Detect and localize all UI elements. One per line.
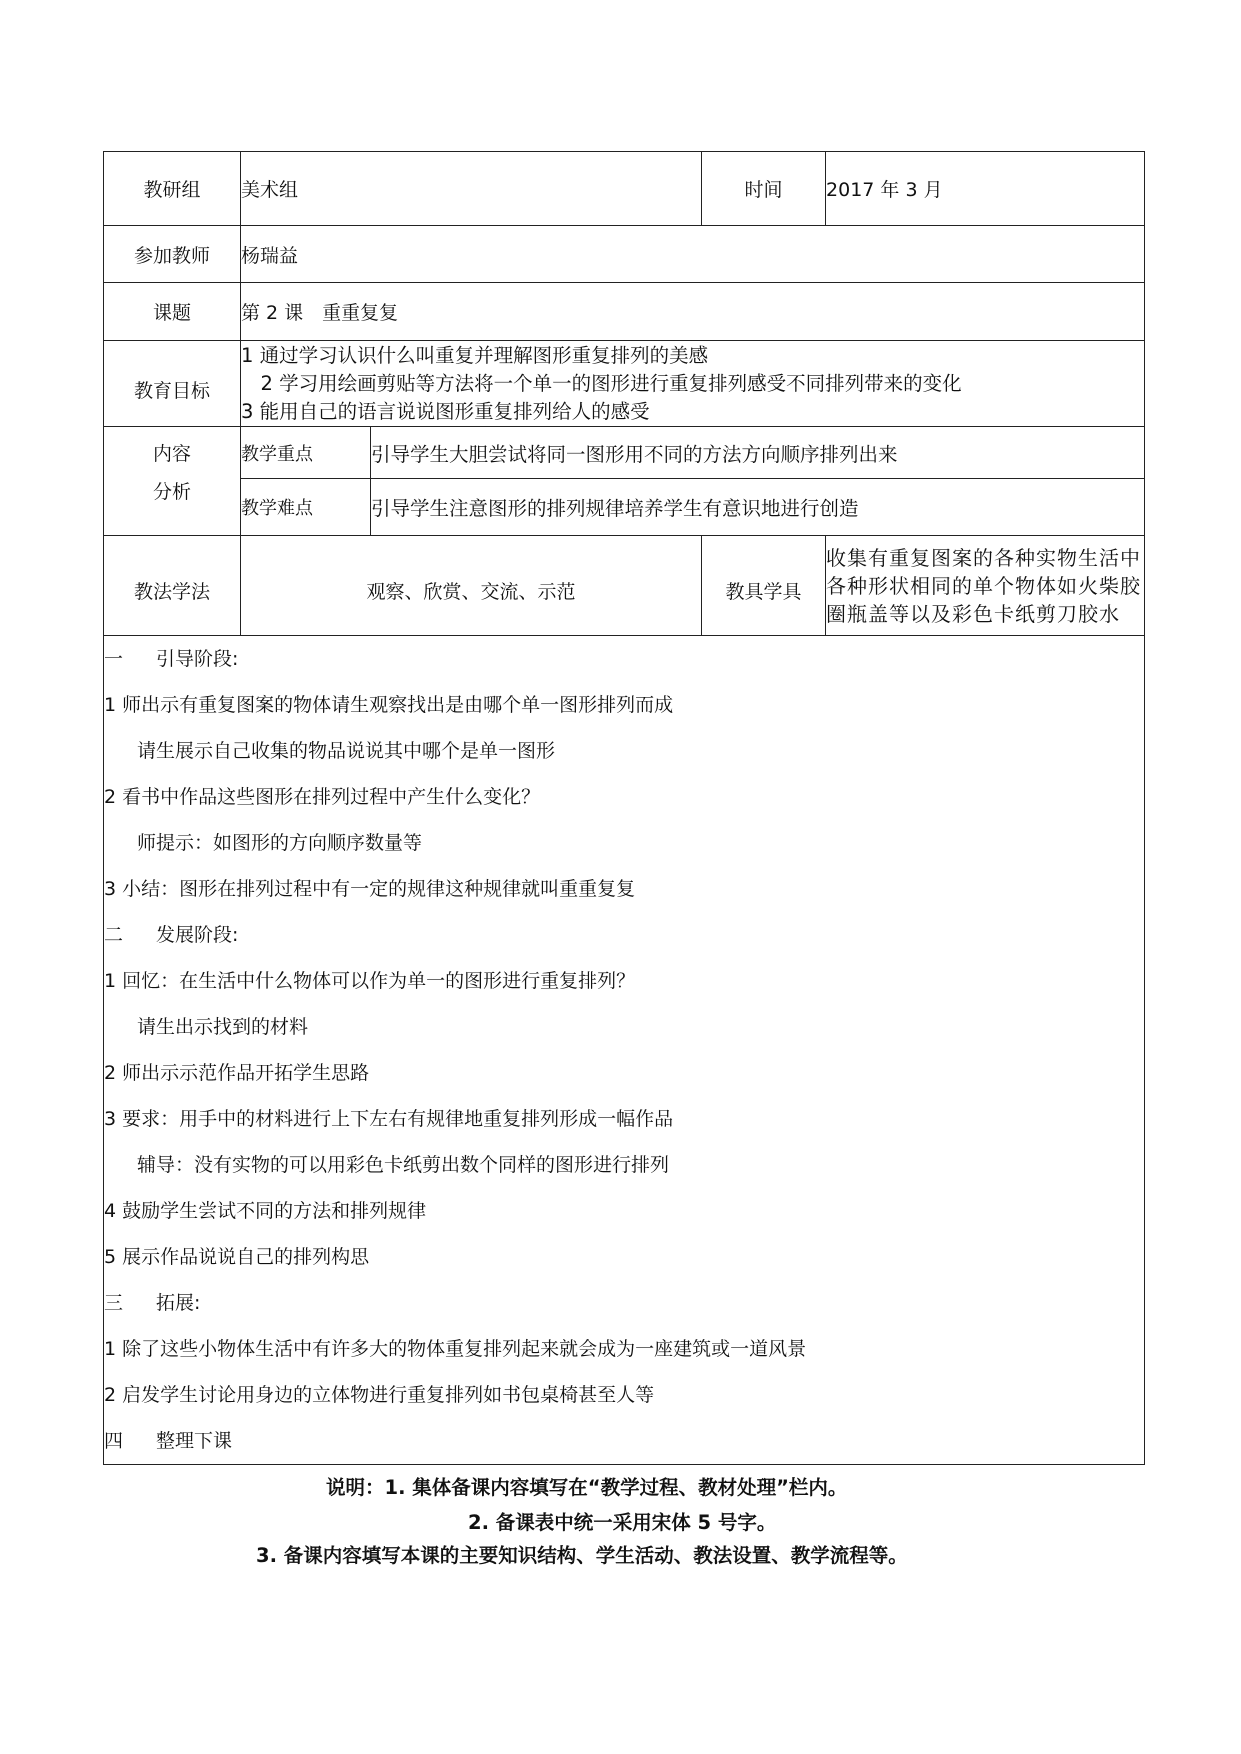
- process-line: 3 小结：图形在排列过程中有一定的规律这种规律就叫重重复复: [104, 878, 636, 900]
- tools-label: 教具学具: [702, 536, 826, 636]
- methods-label: 教法学法: [104, 536, 241, 636]
- goals-label: 教育目标: [104, 341, 241, 427]
- difficulty-label: 教学难点: [241, 479, 371, 536]
- process-line: 2 师出示示范作品开拓学生思路: [104, 1062, 370, 1084]
- section-3-number: 三: [104, 1292, 124, 1314]
- group-value: 美术组: [241, 152, 702, 226]
- goal-line-2: 2 学习用绘画剪贴等方法将一个单一的图形进行重复排列感受不同排列带来的变化: [241, 371, 962, 395]
- process-line: 1 回忆：在生活中什么物体可以作为单一的图形进行重复排列？: [104, 970, 636, 992]
- process-line: 3 要求：用手中的材料进行上下左右有规律地重复排列形成一幅作品: [104, 1108, 674, 1130]
- note-1: 说明：1. 集体备课内容填写在“教学过程、教材处理”栏内。: [326, 1476, 848, 1499]
- teacher-label: 参加教师: [104, 226, 241, 283]
- goal-line-3: 3 能用自己的语言说说图形重复排列给人的感受: [241, 399, 650, 423]
- footer-notes: [103, 1472, 1144, 1572]
- row-key-point: [104, 427, 1145, 479]
- process-line: 请生出示找到的材料: [137, 1016, 309, 1038]
- key-point-label: 教学重点: [241, 427, 371, 479]
- time-label: 时间: [702, 152, 826, 226]
- section-2-heading: [104, 912, 1144, 958]
- note-2: 2. 备课表中统一采用宋体 5 号字。: [468, 1511, 777, 1534]
- row-goals: [104, 341, 1145, 427]
- note-3: 3. 备课内容填写本课的主要知识结构、学生活动、教法设置、教学流程等。: [256, 1544, 908, 1567]
- section-3-title: 拓展:: [156, 1292, 201, 1314]
- process-line: 5 展示作品说说自己的排列构思: [104, 1246, 370, 1268]
- group-label: 教研组: [104, 152, 241, 226]
- key-point-value: 引导学生大胆尝试将同一图形用不同的方法方向顺序排列出来: [371, 427, 1145, 479]
- lesson-plan-table: [103, 151, 1145, 1465]
- time-value: 2017 年 3 月: [826, 152, 1145, 226]
- topic-value: 第 2 课 重重复复: [241, 283, 1145, 341]
- row-topic: [104, 283, 1145, 341]
- topic-label: 课题: [104, 283, 241, 341]
- section-1-number: 一: [104, 648, 124, 670]
- row-teacher: [104, 226, 1145, 283]
- teacher-value: 杨瑞益: [241, 226, 1145, 283]
- section-4-number: 四: [104, 1430, 124, 1452]
- row-difficulty: [104, 479, 1145, 536]
- process-line: 2 看书中作品这些图形在排列过程中产生什么变化？: [104, 786, 541, 808]
- process-line: 1 除了这些小物体生活中有许多大的物体重复排列起来就会成为一座建筑或一道风景: [104, 1338, 807, 1360]
- goal-line-1: 1 通过学习认识什么叫重复并理解图形重复排列的美感: [241, 343, 709, 367]
- process-line: 1 师出示有重复图案的物体请生观察找出是由哪个单一图形排列而成: [104, 694, 674, 716]
- section-4-heading: [104, 1418, 1144, 1464]
- difficulty-value: 引导学生注意图形的排列规律培养学生有意识地进行创造: [371, 479, 1145, 536]
- section-1-heading: [104, 636, 1144, 682]
- section-4-title: 整理下课: [156, 1430, 233, 1452]
- row-group: [104, 152, 1145, 226]
- analysis-label: [104, 427, 241, 536]
- section-1-title: 引导阶段:: [156, 648, 239, 670]
- analysis-label-line1: 内容: [152, 443, 191, 465]
- process-line: 请生展示自己收集的物品说说其中哪个是单一图形: [137, 740, 556, 762]
- process-line: 2 启发学生讨论用身边的立体物进行重复排列如书包桌椅甚至人等: [104, 1384, 655, 1406]
- row-methods: [104, 536, 1145, 636]
- section-3-heading: [104, 1280, 1144, 1326]
- process-line: 4 鼓励学生尝试不同的方法和排列规律: [104, 1200, 427, 1222]
- section-2-title: 发展阶段:: [156, 924, 239, 946]
- process-line: 师提示：如图形的方向顺序数量等: [137, 832, 423, 854]
- goals-content: [241, 341, 1145, 427]
- teaching-process: [104, 636, 1145, 1465]
- row-process: [104, 636, 1145, 1465]
- tools-value: 收集有重复图案的各种实物生活中各种形状相同的单个物体如火柴胶圈瓶盖等以及彩色卡纸剪刀胶水: [826, 536, 1145, 636]
- methods-value: 观察、欣赏、交流、示范: [241, 536, 702, 636]
- section-2-number: 二: [104, 924, 124, 946]
- analysis-label-line2: 分析: [152, 481, 191, 503]
- process-line: 辅导：没有实物的可以用彩色卡纸剪出数个同样的图形进行排列: [137, 1154, 670, 1176]
